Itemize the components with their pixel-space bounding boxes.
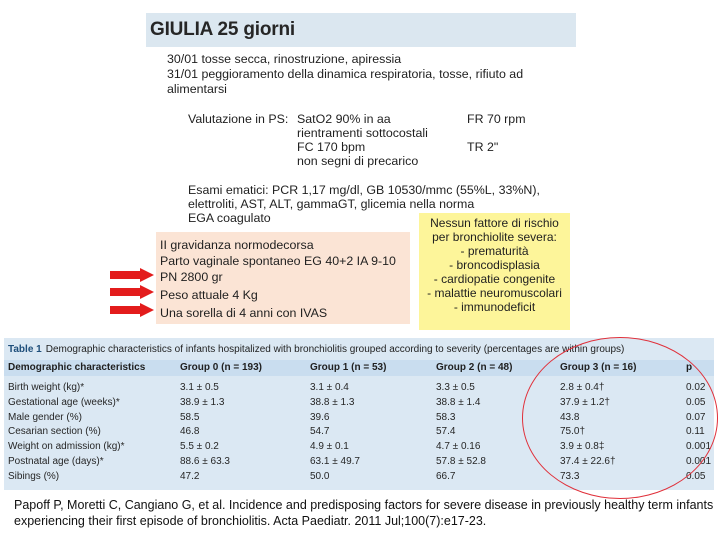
table-cell: Cesarian section (%) <box>8 426 101 438</box>
ps-label: Valutazione in PS: <box>188 112 289 126</box>
table-cell: 54.7 <box>310 426 330 438</box>
ps-value: FC 170 bpm <box>297 140 366 154</box>
table-header-cell: Group 0 (n = 193) <box>180 362 262 373</box>
table-cell: 5.5 ± 0.2 <box>180 441 219 453</box>
table-cell: 57.8 ± 52.8 <box>436 456 486 467</box>
table-header-cell: Group 2 (n = 48) <box>436 362 513 373</box>
table-cell: 4.9 ± 0.1 <box>310 441 349 453</box>
table-header-cell: p <box>686 362 693 373</box>
table-cell: 38.9 ± 1.3 <box>180 396 225 408</box>
history-line: 30/01 tosse secca, rinostruzione, apiressia <box>167 52 402 66</box>
table-header-cell: Group 1 (n = 53) <box>310 362 387 373</box>
table-cell: 57.4 <box>436 426 456 438</box>
pregnancy-line: Una sorella di 4 anni con IVAS <box>160 306 328 320</box>
table-cell: Gestational age (weeks)* <box>8 396 120 408</box>
ps-value: rientramenti sottocostali <box>297 126 428 140</box>
table-header-cell: Demographic characteristics <box>8 362 146 373</box>
labs-line: elettroliti, AST, ALT, gammaGT, glicemia nella norma <box>188 197 475 211</box>
risk-line: - broncodisplasia <box>449 258 540 272</box>
header-bar <box>146 13 576 47</box>
table-cell: 37.9 ± 1.2† <box>560 396 610 408</box>
table-cell: 0.001 <box>686 441 712 453</box>
pregnancy-line: Parto vaginale spontaneo EG 40+2 IA 9-10 <box>160 254 396 268</box>
risk-line: - malattie neuromuscolari <box>427 286 562 300</box>
table-cell: 88.6 ± 63.3 <box>180 456 230 467</box>
table-cell: 66.7 <box>436 470 456 482</box>
pregnancy-line: Peso attuale 4 Kg <box>160 288 258 302</box>
table-cell: 0.05 <box>686 396 706 408</box>
page-title: GIULIA 25 giorni <box>150 19 295 40</box>
table-cell: 37.4 ± 22.6† <box>560 456 616 467</box>
table-cell: 3.3 ± 0.5 <box>436 382 475 393</box>
table-cell: 3.1 ± 0.5 <box>180 382 219 393</box>
citation: Papoff P, Moretti C, Cangiano G, et al. Incidence and predisposing factors for severe disease in previously healthy term infants experiencing their first episode of bronchiolitis. Acta Paediatr. 2011 Jul;100(7):e17-23. <box>14 498 714 528</box>
table-cell: Birth weight (kg)* <box>8 382 85 393</box>
arrow-right-icon <box>110 268 154 282</box>
table-caption <box>8 344 624 355</box>
risk-line: per bronchiolite severa: <box>432 230 557 244</box>
table-cell: 38.8 ± 1.3 <box>310 396 355 408</box>
history-line: 31/01 peggioramento della dinamica respiratoria, tosse, rifiuto ad <box>167 67 524 81</box>
table-number: Table 1 <box>8 344 42 355</box>
table-cell: 50.0 <box>310 470 330 482</box>
table-title: Demographic characteristics of infants hospitalized with bronchiolitis grouped according to severity (percentages are within groups) <box>45 344 625 355</box>
ps-value: FR 70 rpm <box>467 112 526 126</box>
table-cell: 3.9 ± 0.8‡ <box>560 441 605 453</box>
table-cell: Male gender (%) <box>8 411 82 423</box>
table-cell: Weight on admission (kg)* <box>8 441 125 453</box>
table-cell: 3.1 ± 0.4 <box>310 382 349 393</box>
table-cell: 73.3 <box>560 470 580 482</box>
table-cell: 63.1 ± 49.7 <box>310 456 360 467</box>
labs-line: Esami ematici: PCR 1,17 mg/dl, GB 10530/mmc (55%L, 33%N), <box>188 183 540 197</box>
risk-line: Nessun fattore di rischio <box>430 216 559 230</box>
table-cell: 0.02 <box>686 382 706 393</box>
pregnancy-box <box>156 232 410 324</box>
arrow-right-icon <box>110 303 154 317</box>
risk-line: - prematurità <box>460 244 529 258</box>
table-cell: 0.05 <box>686 470 706 482</box>
table-cell: 2.8 ± 0.4† <box>560 382 605 393</box>
history-line: alimentarsi <box>167 82 227 96</box>
table-cell: 43.8 <box>560 411 580 423</box>
ps-value: SatO2 90% in aa <box>297 112 391 126</box>
risk-line: - cardiopatie congenite <box>433 272 556 286</box>
table-header-cell: Group 3 (n = 16) <box>560 362 637 373</box>
ps-value: TR 2" <box>467 140 499 154</box>
labs-line: EGA coagulato <box>188 211 271 225</box>
table-cell: Postnatal age (days)* <box>8 456 104 467</box>
arrow-right-icon <box>110 285 154 299</box>
table-cell: Sibings (%) <box>8 470 60 482</box>
highlight-circle <box>522 337 718 499</box>
risk-line: - immunodeficit <box>453 300 536 314</box>
table-cell: 75.0† <box>560 426 586 438</box>
ps-value: non segni di precarico <box>297 154 419 168</box>
table-cell: 4.7 ± 0.16 <box>436 441 481 453</box>
risk-box <box>419 213 570 330</box>
table-cell: 47.2 <box>180 470 200 482</box>
pregnancy-line: PN 2800 gr <box>160 270 223 284</box>
table-cell: 0.11 <box>686 426 705 438</box>
table-cell: 38.8 ± 1.4 <box>436 396 481 408</box>
table-cell: 39.6 <box>310 411 330 423</box>
pregnancy-line: II gravidanza normodecorsa <box>160 238 314 252</box>
table-cell: 58.5 <box>180 411 200 423</box>
table-cell: 0.001 <box>686 456 712 467</box>
table-cell: 46.8 <box>180 426 200 438</box>
table-cell: 0.07 <box>686 411 706 423</box>
table-cell: 58.3 <box>436 411 456 423</box>
